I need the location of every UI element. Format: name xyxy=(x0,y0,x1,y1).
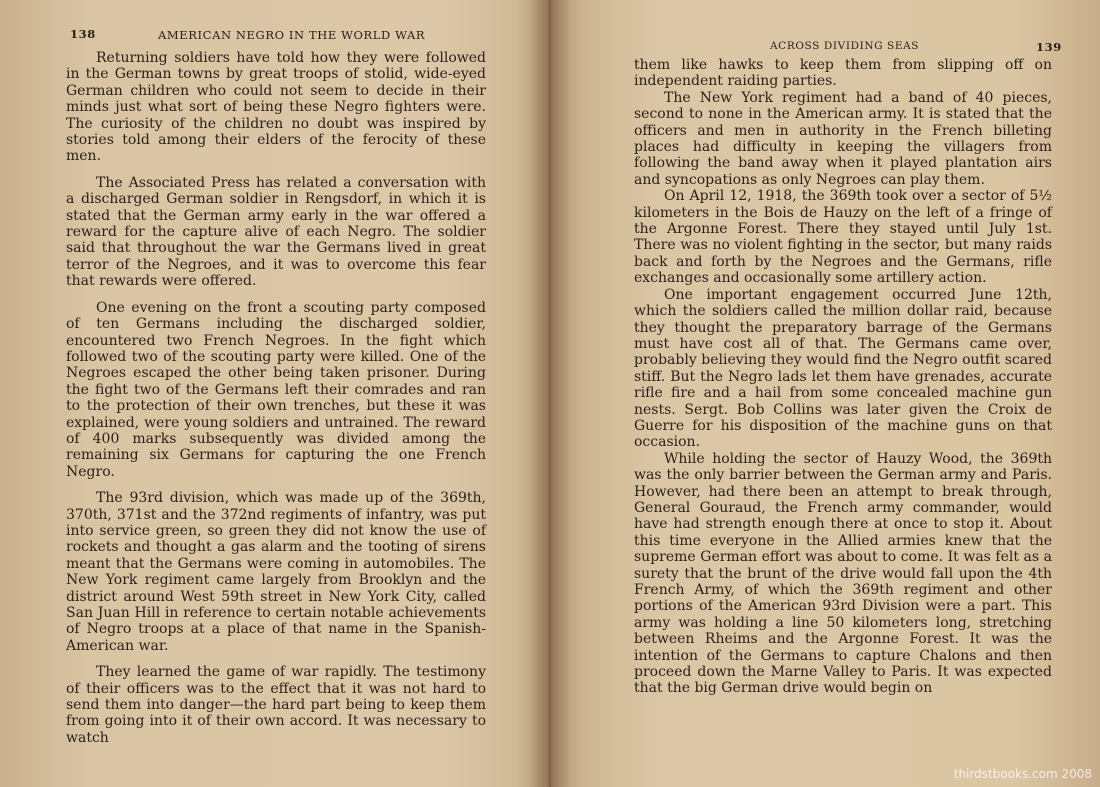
paragraph: On April 12, 1918, the 369th took over a sector of 5½ kilometers in the Bois de Hauzy on the left of a fringe of the Argonne Forest. There they stayed until July 1st. There was no violent fighting in the sector, but many raids back and forth by the Negroes and the Germans, rifle exchanges and occasionally some artillery action. xyxy=(634,188,1052,287)
right-page xyxy=(552,0,1100,787)
left-body-text xyxy=(66,50,486,756)
watermark: thirdstbooks.com 2008 xyxy=(953,767,1092,781)
paragraph: They learned the game of war rapidly. The testimony of their officers was to the effect that it was not hard to send them into danger—the hard part being to keep them from going into it of their own accord. It was necessary to watch xyxy=(66,664,486,746)
paragraph: The 93rd division, which was made up of the 369th, 370th, 371st and the 372nd regiments of infantry, was put into service green, so green they did not know the use of rockets and thought a gas alarm and the tooting of sirens meant that the Germans were coming in automobiles. The New York regiment came largely from Brooklyn and the district around West 59th street in New York City, called San Juan Hill in reference to certain notable achievements of Negro troops at a place of that name in the Spanish-American war. xyxy=(66,490,486,654)
left-page-number: 138 xyxy=(70,27,96,41)
paragraph: The New York regiment had a band of 40 pieces, second to none in the American army. It is stated that the officers and men in authority in the French billeting places had difficulty in keeping the villagers from following the band away when it played plantation airs and syncopations as only Negroes can play them. xyxy=(634,89,1052,188)
right-body-text xyxy=(634,57,1052,697)
paragraph: One important engagement occurred June 12th, which the soldiers called the million dollar raid, because they thought the preparatory barrage of the Germans must have cost all of that. The Germans came over, probably believing they would find the Negro outfit scared stiff. But the Negro lads let them have grenades, accurate rifle fire and a hail from some concealed machine gun nests. Sergt. Bob Collins was later given the Croix de Guerre for his disposition of the machine guns on that occasion. xyxy=(634,286,1052,451)
paragraph: Returning soldiers have told how they were followed in the German towns by great troops of stolid, wide-eyed German children who could not seem to decide in their minds just what sort of being these Negro fighters were. The curiosity of the children no doubt was inspired by stories told among their elders of the ferocity of these men. xyxy=(66,50,486,165)
paragraph-continuation: them like hawks to keep them from slipping off on independent raiding parties. xyxy=(634,57,1052,90)
paragraph: While holding the sector of Hauzy Wood, the 369th was the only barrier between the German army and Paris. However, had there been an attempt to break through, General Gouraud, the French army commander, would have had strength enough there at once to stop it. About this time everyone in the Allied armies knew that the supreme German effort was about to come. It was felt as a surety that the brunt of the drive would fall upon the 4th French Army, of which the 369th regiment and other portions of the American 93rd Division were a part. This army was holding a line 50 kilometers long, stretching between Rheims and the Argonne Forest. It was the intention of the Germans to capture Chalons and then proceed down the Marne Valley to Paris. It was expected that the big German drive would begin on xyxy=(634,450,1052,697)
paragraph: The Associated Press has related a conversation with a discharged German soldier in Rengsdorf, in which it is stated that the German army early in the war offered a reward for the capture alive of each Negro. The soldier said that throughout the war the Germans lived in great terror of the Negroes, and it was to overcome this fear that rewards were offered. xyxy=(66,174,486,290)
right-running-head: ACROSS DIVIDING SEAS xyxy=(770,40,920,52)
paragraph: One evening on the front a scouting party composed of ten Germans including the discharged soldier, encountered two French Negroes. In the fight which followed two of the scouting party were killed. One of the Negroes escaped the other being taken prisoner. During the fight two of the Germans left their comrades and ran to the protection of their own trenches, but these it was explained, were young soldiers and untrained. The reward of 400 marks subsequently was divided among the remaining six Germans for capturing the one French Negro. xyxy=(66,299,486,480)
left-page xyxy=(0,0,548,787)
right-page-number: 139 xyxy=(1036,40,1062,54)
left-running-head: AMERICAN NEGRO IN THE WORLD WAR xyxy=(158,28,426,42)
